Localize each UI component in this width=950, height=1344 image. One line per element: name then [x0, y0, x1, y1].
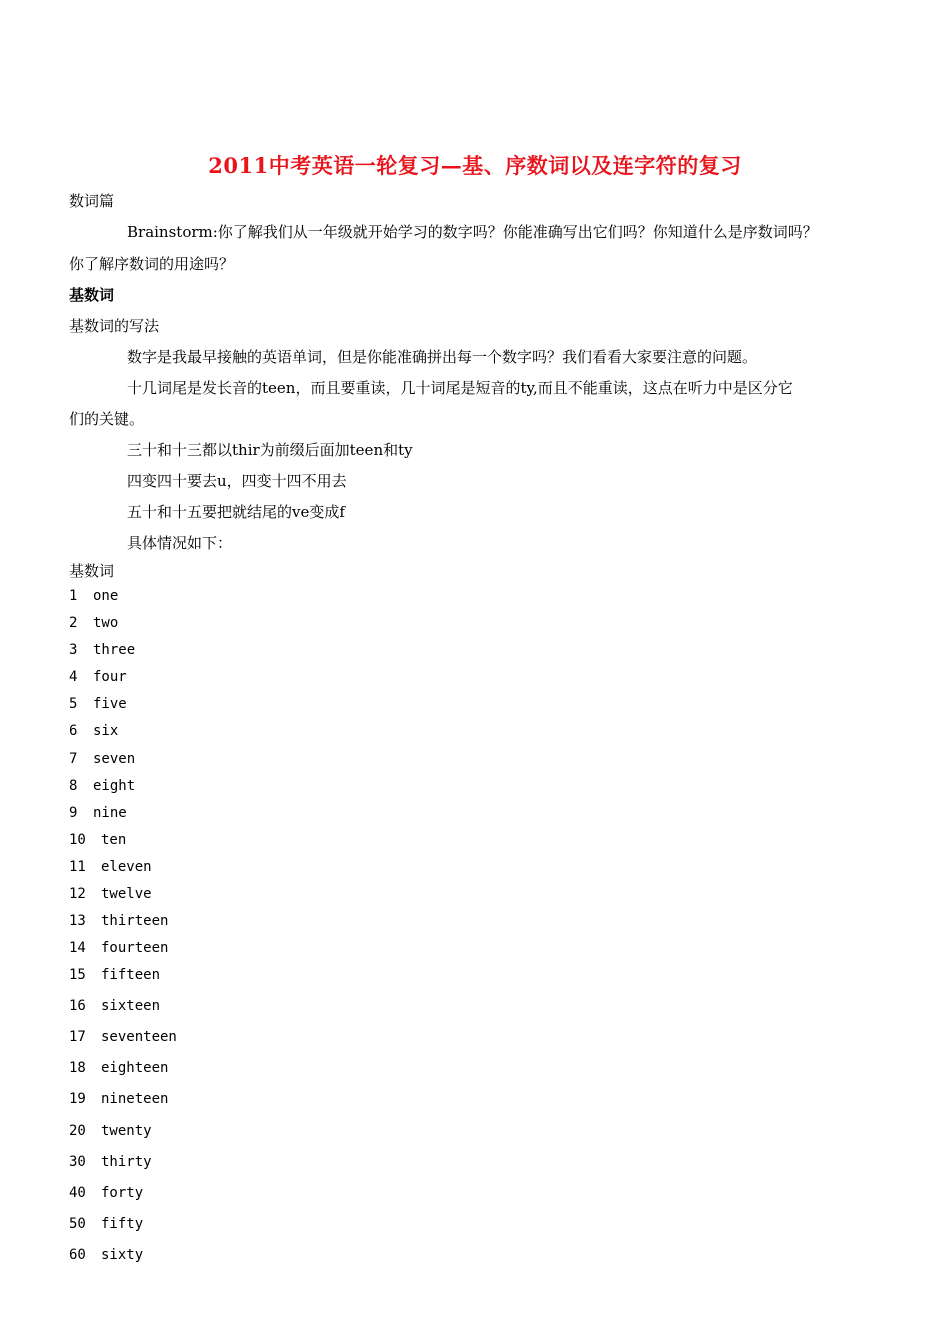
number-word: eight	[93, 778, 136, 794]
number-word: eighteen	[101, 1060, 169, 1076]
number-row	[69, 1060, 168, 1076]
number-word: one	[93, 588, 119, 604]
subheading-writing: 基数词的写法	[69, 317, 160, 335]
number-word: nine	[93, 805, 127, 821]
number-digit: 17	[69, 1029, 86, 1045]
number-row	[69, 642, 135, 658]
number-word: three	[93, 642, 136, 658]
paragraph-4: 四变四十要去u，四变十四不用去	[127, 472, 347, 490]
number-digit: 12	[69, 886, 86, 902]
number-row	[69, 940, 168, 956]
number-word: sixty	[101, 1247, 144, 1263]
number-row	[69, 1123, 152, 1139]
number-digit: 5	[69, 696, 78, 712]
number-word: forty	[101, 1185, 144, 1201]
number-digit: 16	[69, 998, 86, 1014]
number-row	[69, 751, 135, 767]
number-row	[69, 669, 127, 685]
number-row	[69, 913, 168, 929]
number-word: seventeen	[101, 1029, 177, 1045]
number-digit: 4	[69, 669, 78, 685]
number-word: two	[93, 615, 119, 631]
number-digit: 18	[69, 1060, 86, 1076]
number-row	[69, 1185, 143, 1201]
brainstorm-line-2: 你了解序数词的用途吗？	[69, 255, 235, 273]
number-row	[69, 723, 118, 739]
number-row	[69, 1216, 143, 1232]
number-row	[69, 588, 118, 604]
brainstorm-line-1: Brainstorm:你了解我们从一年级就开始学习的数字吗？你能准确写出它们吗？你知道什么是序数词吗？	[127, 223, 818, 241]
number-digit: 50	[69, 1216, 86, 1232]
number-word: nineteen	[101, 1091, 169, 1107]
number-digit: 8	[69, 778, 78, 794]
paragraph-3: 三十和十三都以thir为前缀后面加teen和ty	[127, 441, 413, 459]
number-row	[69, 1154, 152, 1170]
paragraph-6: 具体情况如下：	[127, 534, 233, 552]
number-digit: 30	[69, 1154, 86, 1170]
number-word: five	[93, 696, 127, 712]
number-row	[69, 859, 152, 875]
number-digit: 13	[69, 913, 86, 929]
number-digit: 9	[69, 805, 78, 821]
number-word: thirteen	[101, 913, 169, 929]
paragraph-5: 五十和十五要把就结尾的ve变成f	[127, 503, 345, 521]
number-row	[69, 998, 160, 1014]
number-row	[69, 1091, 168, 1107]
number-row	[69, 778, 135, 794]
number-digit: 19	[69, 1091, 86, 1107]
paragraph-2-line-2: 们的关键。	[69, 410, 145, 428]
number-digit: 15	[69, 967, 86, 983]
number-word: twelve	[101, 886, 152, 902]
number-digit: 20	[69, 1123, 86, 1139]
number-word: thirty	[101, 1154, 152, 1170]
number-row	[69, 967, 160, 983]
number-row	[69, 615, 118, 631]
paragraph-1: 数字是我最早接触的英语单词，但是你能准确拼出每一个数字吗？我们看看大家要注意的问题。	[127, 348, 758, 366]
number-word: fifty	[101, 1216, 144, 1232]
number-word: ten	[101, 832, 127, 848]
number-word: fourteen	[101, 940, 169, 956]
number-word: twenty	[101, 1123, 152, 1139]
number-row	[69, 886, 152, 902]
number-digit: 14	[69, 940, 86, 956]
number-row	[69, 1247, 143, 1263]
paragraph-2-line-1: 十几词尾是发长音的teen，而且要重读，几十词尾是短音的ty,而且不能重读，这点在听力中是区分它	[127, 379, 793, 397]
number-row	[69, 805, 127, 821]
number-word: six	[93, 723, 119, 739]
number-word: seven	[93, 751, 136, 767]
number-digit: 40	[69, 1185, 86, 1201]
number-digit: 1	[69, 588, 78, 604]
section-label: 数词篇	[69, 192, 115, 210]
number-row	[69, 1029, 177, 1045]
heading-cardinal: 基数词	[69, 286, 115, 304]
number-digit: 60	[69, 1247, 86, 1263]
number-word: four	[93, 669, 127, 685]
number-row	[69, 696, 127, 712]
number-digit: 10	[69, 832, 86, 848]
number-digit: 7	[69, 751, 78, 767]
number-digit: 6	[69, 723, 78, 739]
document-title: 2011中考英语一轮复习—基、序数词以及连字符的复习	[208, 153, 742, 178]
number-row	[69, 832, 126, 848]
number-digit: 2	[69, 615, 78, 631]
list-label: 基数词	[69, 562, 115, 580]
number-word: eleven	[101, 859, 152, 875]
number-word: fifteen	[101, 967, 161, 983]
number-digit: 3	[69, 642, 78, 658]
number-word: sixteen	[101, 998, 161, 1014]
number-digit: 11	[69, 859, 86, 875]
